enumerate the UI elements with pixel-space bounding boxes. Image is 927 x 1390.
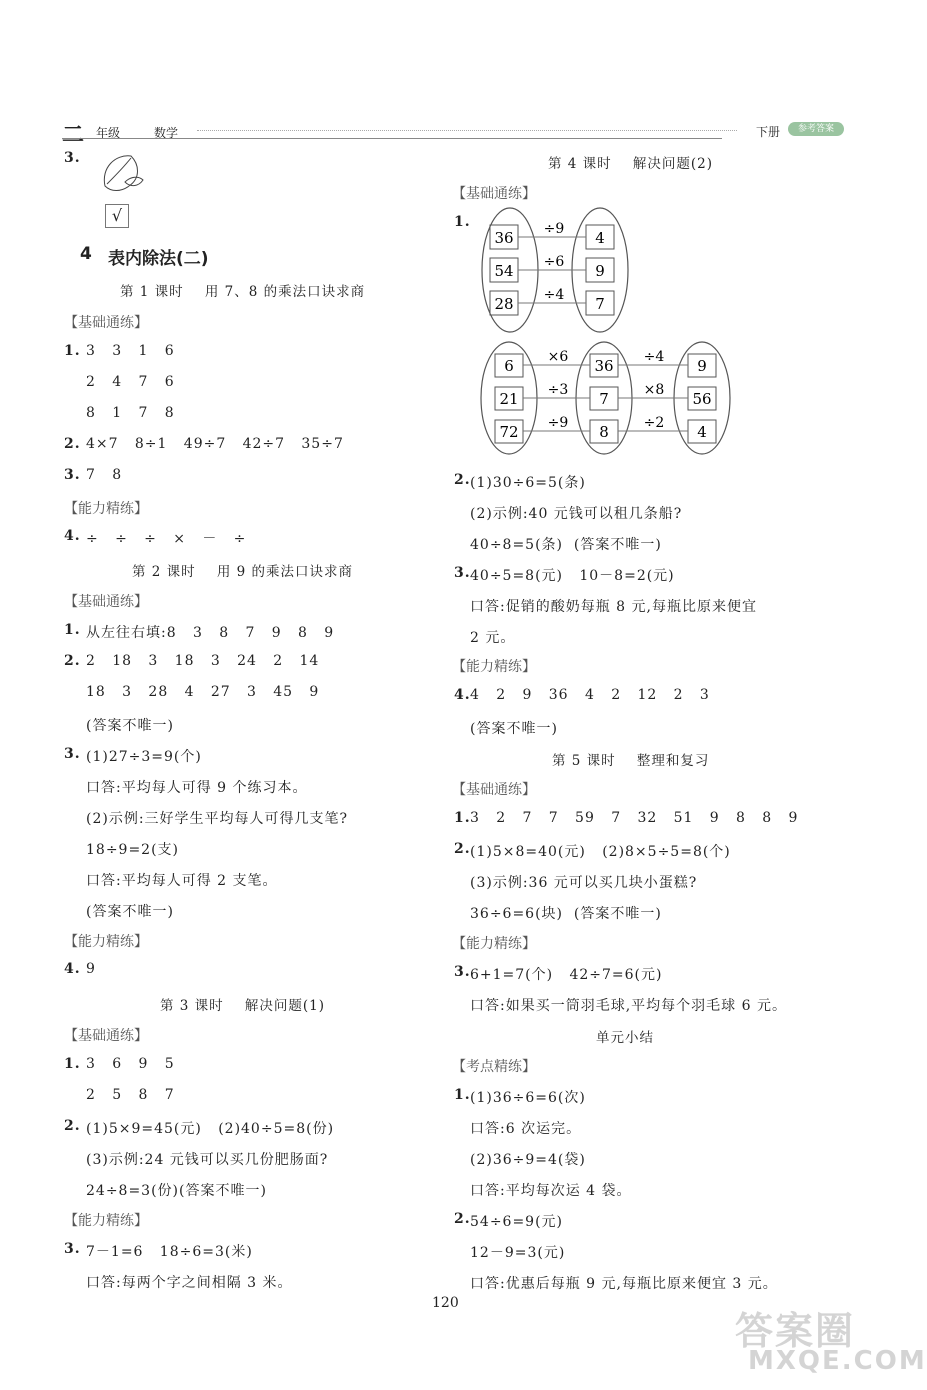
grade: 二 [62, 123, 85, 148]
lesson-2-title: 第 2 课时 用 9 的乘法口诀求商 [132, 564, 354, 580]
answer-line: (1)30÷6=5(条) [470, 475, 586, 491]
q-label: 1. [454, 1087, 471, 1103]
answer-line: 2 18 3 18 3 24 2 14 [86, 653, 320, 669]
answer-line: 36÷6=6(块) (答案不唯一) [470, 906, 662, 922]
answer-line: 4 2 9 36 4 2 12 2 3 [470, 687, 710, 703]
answer-line: 18 3 28 4 27 3 45 9 [86, 684, 320, 700]
answer-line: 口答:促销的酸奶每瓶 8 元,每瓶比原来便宜 [470, 599, 757, 615]
d1-right-value: 4 [595, 229, 605, 247]
answer-line: 口答:如果买一筒羽毛球,平均每个羽毛球 6 元。 [470, 998, 787, 1014]
q-label: 1. [64, 1056, 81, 1072]
q-label: 3. [454, 565, 471, 581]
answer-line: 口答:平均每次运 4 袋。 [470, 1183, 632, 1199]
d2-c-value: 56 [692, 390, 712, 408]
d2-b-value: 8 [599, 423, 609, 441]
d1-left-value: 36 [494, 229, 514, 247]
section-ability: 【能力精练】 [64, 501, 148, 517]
d2-op1: ÷9 [547, 415, 569, 431]
answer-line: (答案不唯一) [470, 721, 558, 737]
answer-line: ÷ ÷ ÷ × － ÷ [86, 531, 247, 547]
answer-line: (答案不唯一) [86, 718, 174, 734]
answer-line: 40÷8=5(条) (答案不唯一) [470, 537, 662, 553]
summary-title: 单元小结 [596, 1030, 654, 1046]
answer-badge: 参考答案 [788, 122, 844, 136]
d2-op2: ×8 [643, 382, 665, 398]
d2-op1: ×6 [547, 349, 569, 365]
page-number: 120 [432, 1295, 459, 1311]
lesson-4-title: 第 4 课时 解决问题(2) [548, 156, 713, 172]
q-label: 3. [64, 1241, 81, 1257]
q-label: 2. [454, 472, 471, 488]
d2-a-value: 21 [499, 390, 519, 408]
d2-a-value: 72 [499, 423, 519, 441]
header-rule [62, 138, 722, 139]
answer-line: 3 2 7 7 59 7 32 51 9 8 8 9 [470, 810, 799, 826]
q-label: 1. [454, 214, 471, 230]
q-label: 4. [454, 687, 471, 703]
answer-line: (1)36÷6=6(次) [470, 1090, 586, 1106]
d1-op: ÷4 [543, 287, 565, 303]
subject: 数学 [154, 126, 179, 140]
answer-line: 口答:平均每人可得 9 个练习本。 [86, 780, 308, 796]
answer-line: 6+1=7(个) 42÷7=6(元) [470, 967, 663, 983]
answer-line: (2)示例:三好学生平均每人可得几支笔? [86, 811, 349, 827]
d2-b-value: 7 [599, 390, 609, 408]
unit-number: 4 [80, 244, 92, 264]
volume: 下册 [756, 125, 781, 139]
section-basic: 【基础通练】 [452, 782, 536, 798]
watermark-logo: 答案圈 [735, 1309, 856, 1353]
answer-line: (2)36÷9=4(袋) [470, 1152, 586, 1168]
q-label: 2. [64, 653, 81, 669]
answer-line: 3 3 1 6 [86, 343, 175, 359]
answer-line: (3)示例:36 元可以买几块小蛋糕? [470, 875, 698, 891]
answer-line: 12－9=3(元) [470, 1245, 566, 1261]
d2-op2: ÷4 [643, 349, 665, 365]
d2-b-value: 36 [594, 357, 614, 375]
q-label: 2. [454, 841, 471, 857]
section-key-points: 【考点精练】 [452, 1059, 536, 1075]
q-label: 4. [64, 528, 81, 544]
answer-line: (1)27÷3=9(个) [86, 749, 202, 765]
d2-c-value: 4 [697, 423, 707, 441]
section-basic: 【基础通练】 [64, 315, 148, 331]
answer-line: 2 5 8 7 [86, 1087, 175, 1103]
answer-line: 40÷5=8(元) 10－8=2(元) [470, 568, 675, 584]
section-basic: 【基础通练】 [64, 1028, 148, 1044]
lesson-1-title: 第 1 课时 用 7、8 的乘法口诀求商 [120, 284, 366, 300]
section-ability: 【能力精练】 [452, 659, 536, 675]
q-label: 1. [64, 622, 81, 638]
d1-left-value: 28 [494, 295, 514, 313]
answer-line: (1)5×9=45(元) (2)40÷5=8(份) [86, 1121, 335, 1137]
answer-line: 2 4 7 6 [86, 374, 175, 390]
q-label: 4. [64, 961, 81, 977]
d1-rows [490, 221, 614, 315]
division-diagram-2 [476, 340, 746, 458]
section-ability: 【能力精练】 [64, 934, 148, 950]
answer-line: 3 6 9 5 [86, 1056, 175, 1072]
answer-line: (2)示例:40 元钱可以租几条船? [470, 506, 683, 522]
d1-op: ÷6 [543, 254, 565, 270]
section-basic: 【基础通练】 [452, 186, 536, 202]
q-label: 3. [64, 467, 81, 483]
section-ability: 【能力精练】 [452, 936, 536, 952]
d1-right-value: 9 [595, 262, 605, 280]
section-basic: 【基础通练】 [64, 594, 148, 610]
d1-right-value: 7 [595, 295, 605, 313]
watermark-url: MXQE.COM [748, 1346, 927, 1376]
answer-line: (1)5×8=40(元) (2)8×5÷5=8(个) [470, 844, 731, 860]
check-box: √ [105, 204, 129, 228]
lesson-3-title: 第 3 课时 解决问题(1) [160, 998, 325, 1014]
q3-label: 3. [64, 150, 81, 166]
q-label: 1. [64, 343, 81, 359]
answer-line: 54÷6=9(元) [470, 1214, 564, 1230]
leaf-illustration [95, 146, 147, 198]
answer-line: 口答:平均每人可得 2 支笔。 [86, 873, 278, 889]
answer-line: 24÷8=3(份)(答案不唯一) [86, 1183, 267, 1199]
q-label: 3. [454, 964, 471, 980]
d2-op1: ÷3 [547, 382, 569, 398]
section-ability: 【能力精练】 [64, 1213, 148, 1229]
d2-c-value: 9 [697, 357, 707, 375]
answer-line: (答案不唯一) [86, 904, 174, 920]
answer-line: 7－1=6 18÷6=3(米) [86, 1244, 253, 1260]
q-label: 1. [454, 810, 471, 826]
division-diagram-1 [476, 205, 656, 335]
page-header [62, 118, 842, 148]
d2-a-value: 6 [504, 357, 514, 375]
answer-line: 8 1 7 8 [86, 405, 175, 421]
q-label: 2. [64, 1118, 81, 1134]
answer-line: 从左往右填:8 3 8 7 9 8 9 [86, 625, 335, 641]
d2-op2: ÷2 [643, 415, 665, 431]
d1-left-value: 54 [494, 262, 514, 280]
unit-title: 表内除法(二) [108, 249, 209, 269]
answer-line: (3)示例:24 元钱可以买几份肥肠面? [86, 1152, 329, 1168]
q-label: 2. [454, 1211, 471, 1227]
answer-line: 7 8 [86, 467, 123, 483]
header-dotted-line [197, 130, 737, 131]
answer-line: 4×7 8÷1 49÷7 42÷7 35÷7 [86, 436, 344, 452]
answer-line: 9 [86, 961, 96, 977]
d1-op: ÷9 [543, 221, 565, 237]
answer-line: 口答:优惠后每瓶 9 元,每瓶比原来便宜 3 元。 [470, 1276, 778, 1292]
answer-line: 口答:6 次运完。 [470, 1121, 582, 1137]
lesson-5-title: 第 5 课时 整理和复习 [552, 753, 710, 769]
q-label: 3. [64, 746, 81, 762]
grade-label: 年级 [96, 126, 121, 140]
q-label: 2. [64, 436, 81, 452]
answer-line: 18÷9=2(支) [86, 842, 180, 858]
answer-line: 口答:每两个字之间相隔 3 米。 [86, 1275, 293, 1291]
answer-line: 2 元。 [470, 630, 516, 646]
